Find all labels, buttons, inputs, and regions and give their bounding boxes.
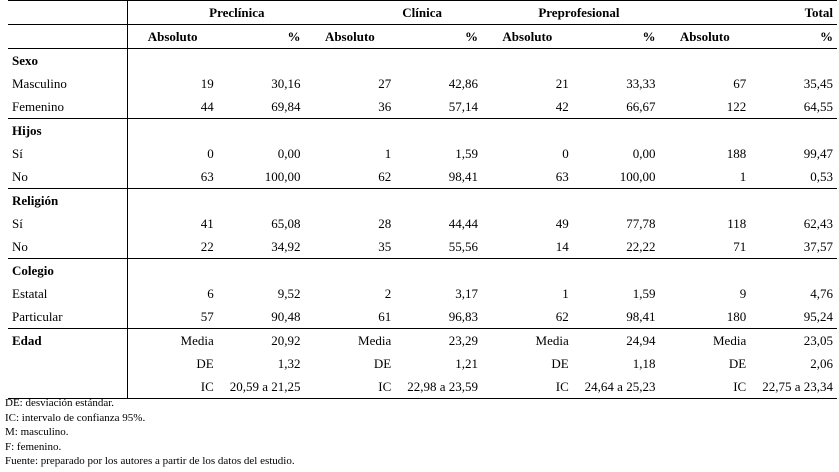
cell-percent: 100,00 — [619, 169, 656, 184]
empty-cell — [573, 259, 660, 283]
cell-percent: 22,22 — [626, 239, 656, 254]
cell-percent: 66,67 — [626, 99, 656, 114]
empty-cell — [395, 259, 482, 283]
cell-absolute: 49 — [555, 216, 569, 231]
cell-percent: 0,00 — [632, 146, 656, 161]
cell-percent: 98,41 — [626, 309, 656, 324]
group-header-preclinica: Preclínica — [127, 1, 304, 25]
stat-label: IC — [127, 375, 218, 399]
empty-cell — [304, 119, 395, 143]
footnote-fuente: Fuente: preparado por los autores a partir de los datos del estudio. — [5, 455, 295, 467]
corner-cell — [8, 25, 127, 49]
cell-absolute: 41 — [200, 216, 214, 231]
sub-header-absoluto: Absoluto — [482, 25, 573, 49]
cell-absolute: 21 — [555, 76, 569, 91]
empty-cell — [304, 189, 395, 213]
cell-percent: 9,52 — [277, 286, 301, 301]
cell-absolute: 1 — [739, 169, 747, 184]
sub-header-row — [8, 25, 837, 49]
cell-percent: 64,55 — [803, 99, 833, 114]
cell-percent: 33,33 — [626, 76, 656, 91]
corner-cell — [8, 1, 127, 25]
cell-percent: 0,00 — [277, 146, 301, 161]
empty-cell — [750, 189, 837, 213]
empty-cell — [659, 49, 750, 73]
stat-value: 24,64 a 25,23 — [573, 375, 660, 399]
cell-percent: 95,24 — [803, 309, 833, 324]
section-label: Religión — [8, 189, 127, 213]
empty-cell — [482, 259, 573, 283]
empty-cell — [750, 49, 837, 73]
row-label: Sí — [8, 212, 127, 235]
cell-percent: 57,14 — [448, 99, 478, 114]
stat-label: DE — [373, 356, 392, 371]
row-label: No — [8, 235, 127, 259]
empty-cell — [127, 119, 218, 143]
stat-label: IC — [482, 375, 573, 399]
sub-header-absoluto: Absoluto — [304, 25, 395, 49]
table-row — [8, 235, 837, 259]
cell-percent: 69,84 — [271, 99, 301, 114]
stat-value: 24,94 — [573, 329, 660, 353]
cell-absolute: 9 — [739, 286, 747, 301]
footnote-ic: IC: intervalo de confianza 95%. — [5, 411, 146, 424]
group-header-total: Total — [659, 1, 837, 25]
footnote-m: M: masculino. — [5, 426, 69, 438]
table-row — [8, 329, 837, 353]
stat-label: Media — [659, 329, 750, 353]
cell-absolute: 63 — [555, 169, 569, 184]
section-header-row — [8, 119, 837, 143]
empty-cell — [218, 259, 305, 283]
cell-percent: 34,92 — [271, 239, 301, 254]
sub-header-percent: % — [395, 25, 482, 49]
stat-label: Media — [482, 329, 573, 353]
empty-cell — [8, 352, 127, 375]
cell-percent: 99,47 — [803, 146, 833, 161]
row-label: Masculino — [8, 72, 127, 95]
cell-percent: 4,76 — [810, 286, 833, 301]
empty-cell — [127, 259, 218, 283]
table-row — [8, 142, 837, 165]
cell-absolute: 1 — [562, 286, 569, 301]
sub-header-percent: % — [750, 25, 837, 49]
stat-value: 22,75 a 23,34 — [750, 375, 837, 399]
empty-cell — [127, 189, 218, 213]
table-body — [8, 49, 837, 399]
stat-value: 22,98 a 23,59 — [395, 375, 482, 399]
cell-percent: 77,78 — [626, 216, 656, 231]
cell-absolute: 62 — [555, 309, 569, 324]
cell-percent: 96,83 — [448, 309, 478, 324]
cell-percent: 62,43 — [803, 216, 833, 231]
stat-label: Media — [127, 329, 218, 353]
section-header-row — [8, 49, 837, 73]
section-label: Sexo — [8, 49, 127, 73]
cell-percent: 3,17 — [455, 286, 478, 301]
cell-percent: 90,48 — [271, 309, 301, 324]
empty-cell — [573, 119, 660, 143]
empty-cell — [573, 49, 660, 73]
cell-absolute: 28 — [378, 216, 392, 231]
empty-cell — [218, 119, 305, 143]
table-row — [8, 305, 837, 329]
empty-cell — [395, 49, 482, 73]
cell-absolute: 61 — [378, 309, 392, 324]
cell-absolute: 22 — [200, 239, 214, 254]
stat-value: 23,05 — [750, 329, 837, 353]
stat-value: 20,92 — [218, 329, 305, 353]
stat-value: 1,18 — [632, 356, 656, 371]
cell-absolute: 2 — [384, 286, 392, 301]
cell-percent: 98,41 — [448, 169, 478, 184]
cell-absolute: 36 — [378, 99, 392, 114]
cell-percent: 44,44 — [448, 216, 478, 231]
table-row — [8, 165, 837, 189]
cell-absolute: 118 — [727, 216, 747, 231]
stat-label: DE — [551, 356, 569, 371]
empty-cell — [395, 189, 482, 213]
table-row — [8, 72, 837, 95]
empty-cell — [659, 259, 750, 283]
cell-percent: 100,00 — [264, 169, 301, 184]
stat-value: 20,59 a 21,25 — [218, 375, 305, 399]
stat-label: DE — [196, 356, 214, 371]
row-label: Sí — [8, 142, 127, 165]
sub-header-percent: % — [573, 25, 660, 49]
empty-cell — [127, 49, 218, 73]
empty-cell — [750, 259, 837, 283]
cell-absolute: 42 — [555, 99, 569, 114]
stat-label: IC — [304, 375, 395, 399]
stat-label: DE — [728, 356, 747, 371]
cell-absolute: 180 — [726, 309, 747, 324]
empty-cell — [218, 49, 305, 73]
stat-value: 1,32 — [277, 356, 301, 371]
cell-percent: 37,57 — [803, 239, 833, 254]
section-header-row — [8, 259, 837, 283]
sub-header-absoluto: Absoluto — [659, 25, 750, 49]
section-label: Colegio — [8, 259, 127, 283]
empty-cell — [659, 119, 750, 143]
row-label: Estatal — [8, 282, 127, 305]
empty-cell — [573, 189, 660, 213]
empty-cell — [659, 189, 750, 213]
section-header-row — [8, 189, 837, 213]
cell-percent: 30,16 — [271, 76, 301, 91]
cell-absolute: 71 — [733, 239, 747, 254]
table-row — [8, 375, 837, 399]
empty-cell — [482, 49, 573, 73]
section-label: Hijos — [8, 119, 127, 143]
cell-absolute: 188 — [726, 146, 747, 161]
row-label: Femenino — [8, 95, 127, 119]
cell-percent: 1,59 — [632, 286, 656, 301]
stat-value: 23,29 — [395, 329, 482, 353]
empty-cell — [218, 189, 305, 213]
cell-absolute: 0 — [562, 146, 569, 161]
cell-absolute: 44 — [200, 99, 214, 114]
cell-absolute: 63 — [200, 169, 214, 184]
sub-header-absoluto: Absoluto — [127, 25, 218, 49]
stat-value: 2,06 — [810, 356, 833, 371]
empty-cell — [304, 259, 395, 283]
group-header-row — [8, 1, 837, 25]
data-table — [8, 0, 837, 399]
cell-percent: 42,86 — [448, 76, 478, 91]
group-header-preprofesional: Preprofesional — [482, 1, 659, 25]
cell-absolute: 27 — [378, 76, 392, 91]
empty-cell — [482, 189, 573, 213]
stat-value: 1,21 — [455, 356, 478, 371]
row-label: Particular — [8, 305, 127, 329]
cell-percent: 0,53 — [810, 169, 833, 184]
cell-absolute: 67 — [733, 76, 747, 91]
cell-absolute: 57 — [200, 309, 214, 324]
cell-absolute: 19 — [200, 76, 214, 91]
empty-cell — [482, 119, 573, 143]
section-label: Edad — [8, 329, 127, 353]
stat-label: Media — [304, 329, 395, 353]
footnote-f: F: femenino. — [5, 440, 62, 453]
footnote-de: DE: desviación estándar. — [5, 397, 115, 409]
empty-cell — [304, 49, 395, 73]
table-row — [8, 95, 837, 119]
cell-percent: 55,56 — [448, 239, 478, 254]
cell-absolute: 0 — [207, 146, 214, 161]
cell-absolute: 35 — [378, 239, 392, 254]
row-label: No — [8, 165, 127, 189]
sub-header-percent: % — [218, 25, 305, 49]
cell-percent: 1,59 — [455, 146, 478, 161]
cell-absolute: 1 — [384, 146, 392, 161]
table-row — [8, 212, 837, 235]
group-header-clinica: Clínica — [304, 1, 481, 25]
cell-percent: 35,45 — [803, 76, 833, 91]
empty-cell — [395, 119, 482, 143]
empty-cell — [750, 119, 837, 143]
empty-cell — [8, 375, 127, 399]
cell-absolute: 6 — [207, 286, 214, 301]
footnotes — [5, 396, 295, 469]
cell-absolute: 62 — [378, 169, 392, 184]
cell-absolute: 122 — [726, 99, 747, 114]
cell-absolute: 14 — [555, 239, 569, 254]
cell-percent: 65,08 — [271, 216, 301, 231]
table-row — [8, 352, 837, 375]
table-row — [8, 282, 837, 305]
stat-label: IC — [659, 375, 750, 399]
